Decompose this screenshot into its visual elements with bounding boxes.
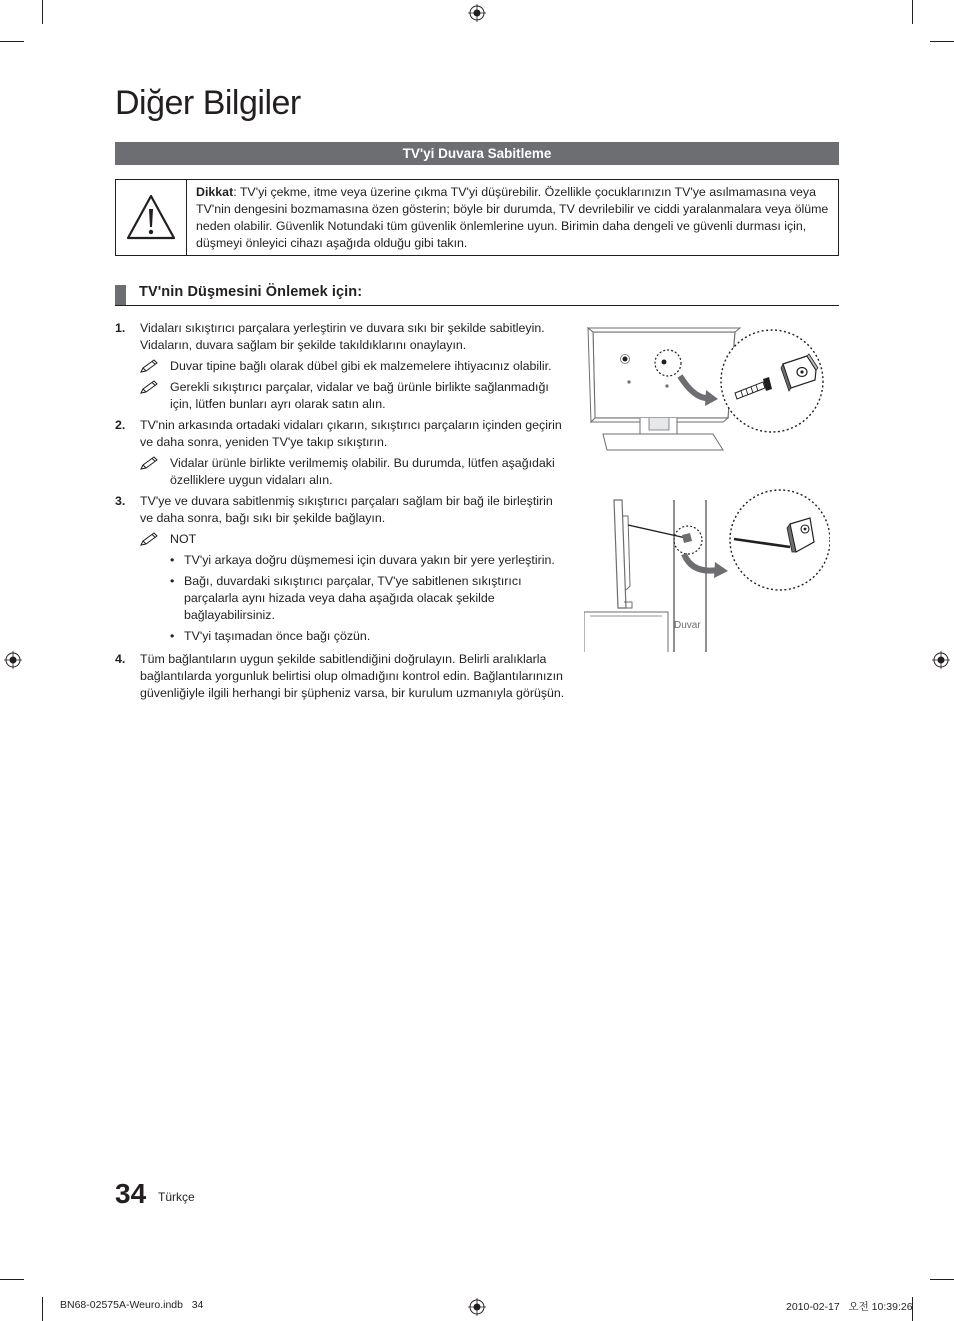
crop-mark xyxy=(0,1279,24,1280)
note-item xyxy=(140,531,565,548)
warning-triangle-icon xyxy=(125,193,177,241)
step-number: 3. xyxy=(115,494,126,508)
note-text: Vidalar ürünle birlikte verilmemiş olabilir. Bu durumda, lütfen aşağıdaki özelliklere uygun vidaları alın. xyxy=(170,456,555,487)
pencil-note-icon xyxy=(140,532,160,546)
step-item xyxy=(115,651,565,702)
note-item xyxy=(140,358,565,375)
tv-back-illustration xyxy=(585,326,830,454)
tv-wall-side-illustration xyxy=(584,486,830,652)
step-item xyxy=(115,320,565,354)
registration-mark-icon xyxy=(4,651,22,669)
step-text: Vidaları sıkıştırıcı parçalara yerleştirin ve duvara sıkı bir şekilde sabitleyin. Vidaların, duvara sağlam bir şekilde takıldıklarını onaylayın. xyxy=(140,321,545,352)
subsection-heading xyxy=(115,283,839,306)
print-slug-file: BN68-02575A-Weuro.indb 34 xyxy=(60,1299,204,1311)
tv-wall-side-drawing xyxy=(584,486,830,652)
step-number: 2. xyxy=(115,418,126,432)
crop-mark xyxy=(930,1279,954,1280)
caution-divider xyxy=(186,180,187,255)
crop-mark xyxy=(912,0,913,24)
crop-mark xyxy=(42,0,43,24)
note-item xyxy=(140,379,565,413)
subsection-title: TV'nin Düşmesini Önlemek için: xyxy=(139,284,363,300)
pencil-note-icon xyxy=(140,380,160,394)
pencil-note-icon xyxy=(140,456,160,470)
crop-mark xyxy=(930,41,954,42)
page-number: 34 xyxy=(115,1178,147,1209)
print-slug-date: 2010-02-17 오전 10:39:26 xyxy=(786,1301,913,1313)
step-text: TV'nin arkasında ortadaki vidaları çıkarın, sıkıştırıcı parçaların içinden geçirin ve daha sonra, yeniden TV'ye takıp sıkıştırın. xyxy=(140,418,562,449)
step-number: 1. xyxy=(115,321,126,335)
bullet-item: • TV'yi taşımadan önce bağı çözün. xyxy=(170,628,565,645)
caution-text xyxy=(196,184,830,252)
step-item xyxy=(115,493,565,527)
pencil-note-icon xyxy=(140,359,160,373)
instruction-steps xyxy=(115,320,565,706)
crop-mark xyxy=(0,41,24,42)
page-title: Diğer Bilgiler xyxy=(115,84,301,122)
page-language: Türkçe xyxy=(158,1190,195,1204)
step-text: Tüm bağlantıların uygun şekilde sabitlendiğini doğrulayın. Belirli aralıklarla bağlantılarda yorgunluk belirtisi olup olmadığını kontrol edin. Bağlantılarınızın güvenliğiyle ilgili herhangi bir şüpheniz varsa, bir kurulum uzmanıyla görüşün. xyxy=(140,652,565,700)
caution-body: : TV'yi çekme, itme veya üzerine çıkma TV'yi düşürebilir. Özellikle çocuklarınızın TV'ye asılmamasına veya TV'nin dengesini bozmamasına özen gösterin; böyle bir durumda, TV devrilebilir ve ciddi yaralanmalara veya ölüme neden olabilir. Güvenlik Notundaki tüm güvenlik önlemlerine uyun. Birimin daha dengeli ve güvenli durması için, düşmeyi önleyici cihazı aşağıda olduğu gibi takın. xyxy=(196,185,829,250)
heading-marker xyxy=(115,285,126,305)
caution-box xyxy=(115,179,839,256)
bullet-item: • TV'yi arkaya doğru düşmemesi için duvara yakın bir yere yerleştirin. xyxy=(170,552,565,569)
note-label: NOT xyxy=(170,532,197,546)
note-item xyxy=(140,455,565,489)
step-number: 4. xyxy=(115,652,126,666)
note-text: Gerekli sıkıştırıcı parçalar, vidalar ve bağ ürünle birlikte sağlanmadığı için, lütfen bunları ayrı olarak satın alın. xyxy=(170,380,549,411)
registration-mark-icon xyxy=(468,4,486,22)
bullet-item: • Bağı, duvardaki sıkıştırıcı parçalar, TV'ye sabitlenen sıkıştırıcı parçalarla aynı hizada veya daha aşağıda olacak şekilde bağlayabilirsiniz. xyxy=(170,573,565,624)
wall-label: Duvar xyxy=(674,620,701,631)
note-text: Duvar tipine bağlı olarak dübel gibi ek malzemelere ihtiyacınız olabilir. xyxy=(170,359,552,373)
registration-mark-icon xyxy=(468,1298,486,1316)
caution-label: Dikkat xyxy=(196,185,234,199)
step-text: TV'ye ve duvara sabitlenmiş sıkıştırıcı parçaları sağlam bir bağ ile birleştirin ve daha sonra, bağı sıkı bir şekilde bağlayın. xyxy=(140,494,553,525)
registration-mark-icon xyxy=(932,651,950,669)
crop-mark xyxy=(42,1297,43,1321)
step-item xyxy=(115,417,565,451)
section-title-bar: TV'yi Duvara Sabitleme xyxy=(115,142,839,165)
note-bullet-list xyxy=(170,552,565,645)
